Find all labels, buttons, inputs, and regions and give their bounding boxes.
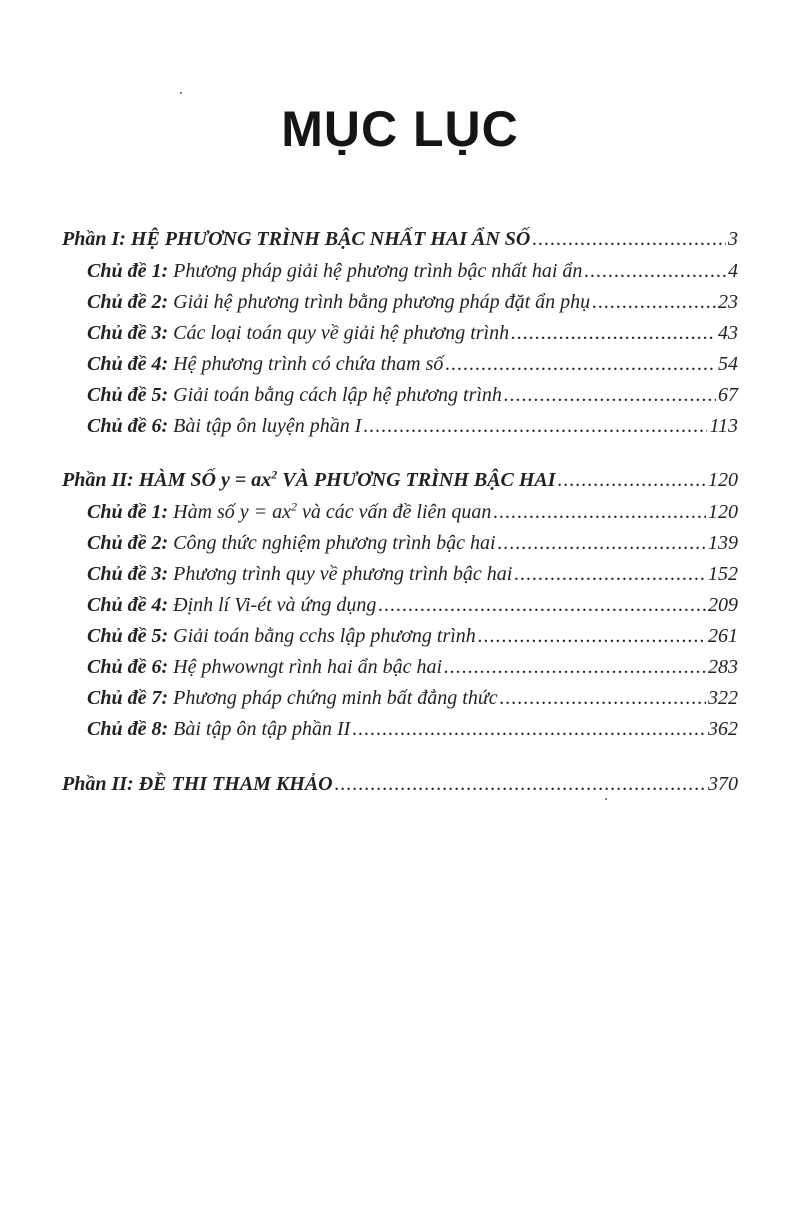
toc-prefix: Chủ đề 7: [87, 687, 169, 709]
toc-chapter-1-6 [87, 415, 738, 445]
scan-speck [180, 92, 182, 94]
toc-title: Giải toán bằng cchs lập phương trình [173, 625, 476, 647]
toc-page-number: 54 [718, 353, 738, 375]
toc-title: Bài tập ôn tập phần II [173, 718, 351, 740]
leader-dots [363, 415, 707, 438]
leader-dots [478, 625, 706, 648]
leader-dots [592, 291, 716, 314]
toc-chapter-1-1 [87, 260, 738, 290]
toc-prefix: Chủ đề 2: [87, 532, 169, 554]
leader-dots [558, 469, 706, 492]
toc-title: Giải hệ phương trình bằng phương pháp đặt ẩn phụ [173, 291, 591, 313]
toc-title: Hệ phương trình có chứa tham số [173, 353, 444, 375]
toc-chapter-2-5 [87, 625, 738, 655]
toc-title: Bài tập ôn luyện phần I [173, 415, 362, 437]
leader-dots [500, 687, 706, 710]
toc-prefix: Chủ đề 3: [87, 563, 169, 585]
toc-title-start: HÀM SỐ y = ax [138, 469, 272, 491]
leader-dots [352, 718, 706, 741]
leader-dots [504, 384, 716, 407]
toc-chapter-1-3 [87, 322, 738, 352]
toc-page-number: 283 [708, 656, 738, 678]
superscript-exponent: 2 [271, 467, 278, 482]
toc-page-number: 120 [708, 501, 738, 523]
toc-chapter-1-2 [87, 291, 738, 321]
toc-page-number: 209 [708, 594, 738, 616]
toc-part-2 [62, 469, 738, 499]
toc-prefix: Phần II: [62, 469, 134, 491]
toc-prefix: Chủ đề 5: [87, 625, 169, 647]
toc-page-number: 370 [708, 773, 738, 795]
leader-dots [498, 532, 706, 555]
toc-page-number: 3 [728, 228, 738, 250]
toc-title: Phương pháp giải hệ phương trình bậc nhất hai ẩn [173, 260, 583, 282]
toc-title: Định lí Vi-ét và ứng dụng [173, 594, 377, 616]
toc-title-start: Hàm số y = ax [173, 501, 292, 523]
page-title: MỤC LỤC [281, 101, 519, 157]
leader-dots [511, 322, 716, 345]
toc-page-number: 139 [708, 532, 738, 554]
toc-chapter-1-4 [87, 353, 738, 383]
toc-page-number: 152 [708, 563, 738, 585]
toc-title: Giải toán bằng cách lập hệ phương trình [173, 384, 502, 406]
superscript-exponent: 2 [291, 499, 298, 514]
toc-prefix: Chủ đề 4: [87, 594, 169, 616]
toc-chapter-1-5 [87, 384, 738, 414]
toc-chapter-2-2 [87, 532, 738, 562]
toc-prefix: Chủ đề 6: [87, 656, 169, 678]
leader-dots [514, 563, 706, 586]
toc-page-number: 261 [708, 625, 738, 647]
toc-title: HỆ PHƯƠNG TRÌNH BẬC NHẤT HAI ẨN SỐ [130, 228, 531, 250]
toc-chapter-2-3 [87, 563, 738, 593]
toc-page-number: 43 [718, 322, 738, 344]
toc-prefix: Phần I: [62, 228, 126, 250]
toc-chapter-2-6 [87, 656, 738, 686]
toc-page-number: 322 [708, 687, 738, 709]
toc-prefix: Chủ đề 1: [87, 260, 169, 282]
toc-page-number: 120 [708, 469, 738, 491]
toc-prefix: Chủ đề 3: [87, 322, 169, 344]
toc-title-end: VÀ PHƯƠNG TRÌNH BẬC HAI [277, 469, 556, 491]
toc-page-number: 23 [718, 291, 738, 313]
toc-title: Phương pháp chứng minh bất đẳng thức [173, 687, 498, 709]
toc-prefix: Chủ đề 1: [87, 501, 169, 523]
leader-dots [445, 353, 716, 376]
leader-dots [584, 260, 726, 283]
leader-dots [493, 501, 706, 524]
toc-title: ĐỀ THI THAM KHẢO [138, 773, 333, 795]
leader-dots [444, 656, 706, 679]
toc-part-3 [62, 773, 738, 803]
toc-prefix: Chủ đề 4: [87, 353, 169, 375]
toc-title [173, 501, 491, 524]
toc-page-number: 113 [709, 415, 738, 437]
toc-title [139, 469, 556, 492]
toc-title: Các loại toán quy về giải hệ phương trình [173, 322, 510, 344]
toc-page-number: 67 [718, 384, 738, 406]
toc-chapter-2-1 [87, 501, 738, 531]
leader-dots [378, 594, 706, 617]
toc-part-1 [62, 228, 738, 258]
leader-dots [335, 773, 706, 796]
toc-prefix: Phần II: [62, 773, 134, 795]
toc-title: Hệ phwowngt rình hai ẩn bậc hai [173, 656, 443, 678]
scan-speck [605, 798, 607, 800]
toc-title: Công thức nghiệm phương trình bậc hai [173, 532, 496, 554]
toc-chapter-2-7 [87, 687, 738, 717]
toc-chapter-2-8 [87, 718, 738, 748]
toc-prefix: Chủ đề 5: [87, 384, 169, 406]
toc-page-number: 4 [728, 260, 738, 282]
toc-title: Phương trình quy về phương trình bậc hai [173, 563, 513, 585]
toc-prefix: Chủ đề 8: [87, 718, 169, 740]
toc-prefix: Chủ đề 2: [87, 291, 169, 313]
toc-page-number: 362 [708, 718, 738, 740]
toc-prefix: Chủ đề 6: [87, 415, 169, 437]
toc-title-end: và các vấn đề liên quan [297, 501, 492, 523]
toc-chapter-2-4 [87, 594, 738, 624]
leader-dots [532, 228, 726, 251]
